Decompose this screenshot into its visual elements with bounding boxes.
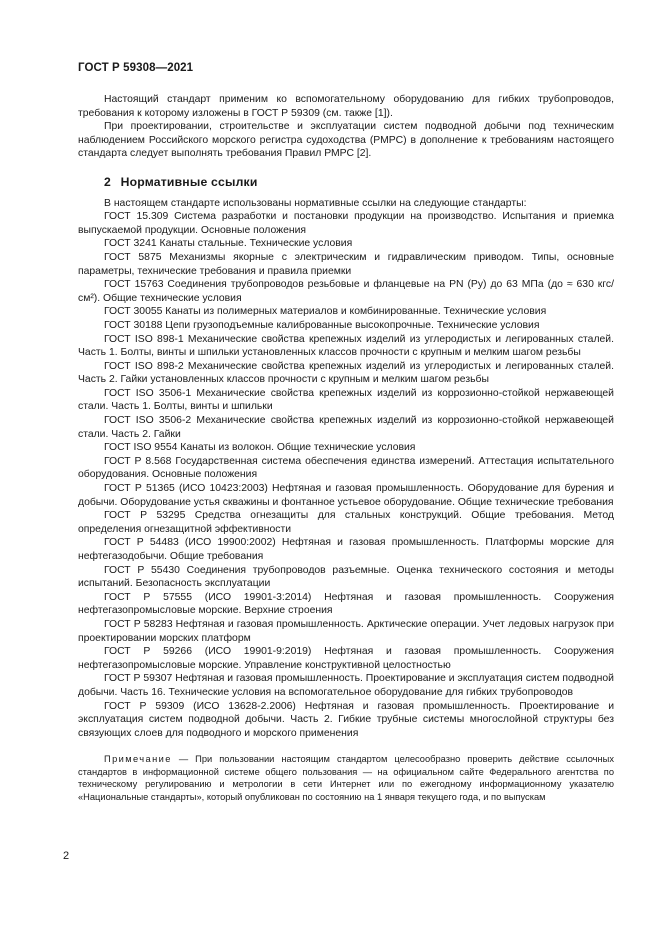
note-block <box>78 753 614 803</box>
section-lead: В настоящем стандарте использованы нормативные ссылки на следующие стандарты: <box>104 197 527 209</box>
section-title: Нормативные ссылки <box>120 174 258 189</box>
intro-paragraph: При проектировании, строительстве и эксплуатации систем подводной добычи под техническим наблюдением Российского морского регистра судоходства (РМРС) в дополнение к требованиям настоящего стандарта следует выполнять требования Правил РМРС [2]. <box>78 121 614 160</box>
reference-item: ГОСТ Р 59307 Нефтяная и газовая промышленность. Проектирование и эксплуатация систем подводной добычи. Часть 16. Технические условия на вспомогательное оборудование для гибких трубопроводов <box>78 673 614 698</box>
reference-item: ГОСТ Р 54483 (ИСО 19900:2002) Нефтяная и газовая промышленность. Платформы морские для нефтегазодобычи. Общие требования <box>78 537 614 562</box>
reference-item: ГОСТ ISO 9554 Канаты из волокон. Общие технические условия <box>104 442 416 454</box>
reference-item: ГОСТ 15763 Соединения трубопроводов резьбовые и фланцевые на PN (Py) до 63 МПа (до ≈ 630 кгс/см²). Общие технические условия <box>78 279 614 304</box>
document-header: ГОСТ Р 59308—2021 <box>78 62 194 74</box>
reference-item: ГОСТ Р 53295 Средства огнезащиты для стальных конструкций. Общие требования. Метод определения огнезащитной эффективности <box>78 510 614 535</box>
reference-item: ГОСТ 30055 Канаты из полимерных материалов и комбинированные. Технические условия <box>104 306 547 318</box>
reference-item: ГОСТ Р 55430 Соединения трубопроводов разъемные. Оценка технического состояния и методы испытаний. Безопасность эксплуатации <box>78 564 614 590</box>
reference-item: ГОСТ 3241 Канаты стальные. Технические условия <box>104 238 353 250</box>
reference-item: ГОСТ ISO 3506-1 Механические свойства крепежных изделий из коррозионно-стойкой нержавеющей стали. Часть 1. Болты, винты и шпильки <box>78 387 614 413</box>
note-label: Примечание <box>104 754 172 765</box>
section-number: 2 <box>104 174 111 189</box>
page-content <box>78 93 614 803</box>
reference-item: ГОСТ ISO 3506-2 Механические свойства крепежных изделий из коррозионно-стойкой нержавеющей стали. Часть 2. Гайки <box>78 415 614 440</box>
section-heading <box>104 176 614 190</box>
reference-item: ГОСТ Р 59266 (ИСО 19901-9:2019) Нефтяная и газовая промышленность. Сооружения нефтегазопромысловые морские. Управление конструктивной целостностью <box>78 646 614 671</box>
reference-item: ГОСТ Р 51365 (ИСО 10423:2003) Нефтяная и газовая промышленность. Оборудование для бурения и добычи. Оборудование устья скважины и фонтанное устьевое оборудование. Общие технические требования <box>78 483 614 508</box>
reference-item: ГОСТ ISO 898-1 Механические свойства крепежных изделий из углеродистых и легированных сталей. Часть 1. Болты, винты и шпильки установленных классов прочности с крупным и мелким шагом резьбы <box>78 333 614 359</box>
note-text: — При пользовании настоящим стандартом целесообразно проверить действие ссылочных стандартов в информационной системе общего пользования — на официальном сайте Федерального агентства по техническому регулированию и метрологии в сети Интернет или по ежегодному информационному указателю «Национальные стандарты», который опубликован по состоянию на 1 января текущего года, и по выпускам <box>78 754 614 802</box>
reference-item: ГОСТ ISO 898-2 Механические свойства крепежных изделий из углеродистых и легированных сталей. Часть 2. Гайки установленных классов прочности с крупным и мелким шагом резьбы <box>78 360 614 386</box>
reference-item: ГОСТ 15.309 Система разработки и постановки продукции на производство. Испытания и приемка выпускаемой продукции. Основные положения <box>78 211 614 236</box>
reference-item: ГОСТ Р 57555 (ИСО 19901-3:2014) Нефтяная и газовая промышленность. Сооружения нефтегазопромысловые морские. Верхние строения <box>78 591 614 617</box>
reference-item: ГОСТ Р 59309 (ИСО 13628-2.2006) Нефтяная и газовая промышленность. Проектирование и эксплуатация систем подводной добычи. Часть 2. Гибкие трубные системы многослойной структуры без связующих слоев для подводного и морского применения <box>78 700 614 739</box>
reference-item: ГОСТ 30188 Цепи грузоподъемные калиброванные высокопрочные. Технические условия <box>104 319 540 331</box>
references-list <box>78 210 614 740</box>
reference-item: ГОСТ 5875 Механизмы якорные с электрическим и гидравлическим приводом. Типы, основные параметры, технические требования и правила приемки <box>78 251 614 277</box>
intro-paragraph: Настоящий стандарт применим ко вспомогательному оборудованию для гибких трубопроводов, требования к которому изложены в ГОСТ Р 59309 (см. также [1]). <box>78 94 614 119</box>
page-number: 2 <box>63 850 70 862</box>
reference-item: ГОСТ Р 58283 Нефтяная и газовая промышленность. Арктические операции. Учет ледовых нагрузок при проектировании морских платформ <box>78 618 614 644</box>
reference-item: ГОСТ Р 8.568 Государственная система обеспечения единства измерений. Аттестация испытательного оборудования. Основные положения <box>78 455 614 481</box>
